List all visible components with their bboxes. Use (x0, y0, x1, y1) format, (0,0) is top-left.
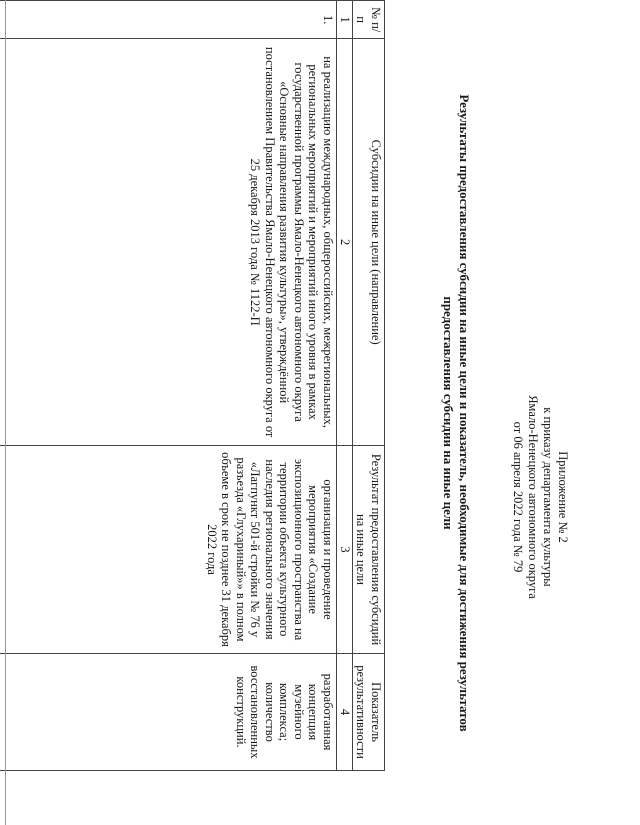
table-row (0, 1, 337, 771)
row-result: организация и проведение мероприятия «Создание экспозиционного пространства на территории объекта культурного наследия регионального значения «Лагпункт 501-й стройки № 76 у разъезда «Глухариный»» в полном объеме в срок не позднее 31 декабря 2022 года (0, 446, 337, 654)
column-number: 4 (337, 654, 353, 771)
row-indicator: разработанная концепция музейного комплекса; количество восстановленных конструкций. (0, 654, 337, 771)
header-num: № п/п (353, 1, 385, 39)
row-subsidy: на реализацию международных, общероссийских, межрегиональных, региональных мероприятий и мероприятий иного уровня в рамках государственной программы Ямало-Ненецкого автономного округа «Основные направления развития культуры», утверждённой постановлением Правительства Ямало-Ненецкого автономного округа от 25 декабря 2013 года № 1122-П (0, 39, 337, 446)
appendix-line: Ямало-Ненецкого автономного округа (526, 395, 540, 599)
header-indicator: Показатель результативности (353, 654, 385, 771)
column-number-row (337, 1, 353, 771)
header-result: Результат предоставления субсидий на иные цели (353, 446, 385, 654)
appendix-line: к приказу департамента культуры (541, 407, 555, 587)
appendix-line: от 06 апреля 2022 года № 79 (511, 421, 525, 573)
title-line: Результаты предоставления субсидии на иные цели и показатель, необходимые для достижения результатов (457, 94, 472, 732)
title-line: предоставления субсидии на иные цели (441, 296, 456, 530)
appendix-header (510, 347, 570, 647)
row-num: 1. (0, 1, 337, 39)
scan-edge-line (5, 0, 6, 825)
column-number: 2 (337, 39, 353, 446)
table-header-row (353, 1, 385, 771)
column-number: 1 (337, 1, 353, 39)
column-number: 3 (337, 446, 353, 654)
header-subsidy: Субсидии на иные цели (направление) (353, 39, 385, 446)
document-title (440, 28, 472, 798)
appendix-line: Приложение № 2 (556, 451, 570, 543)
